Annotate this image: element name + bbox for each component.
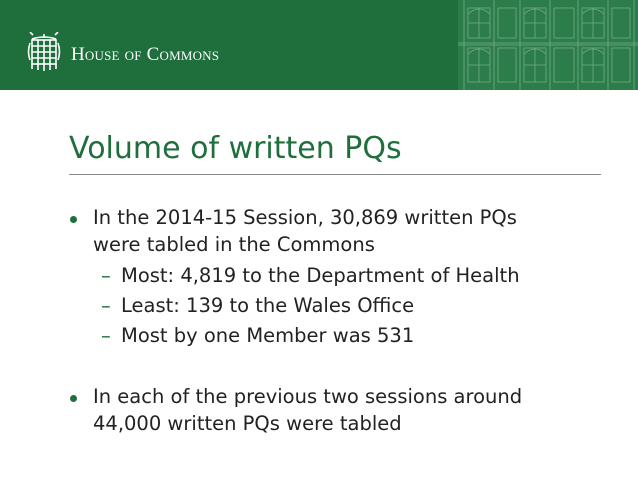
bullet-dot-icon: [70, 216, 77, 223]
dash-icon: –: [101, 324, 111, 347]
sub-bullet-text: Most by one Member was 531: [121, 324, 415, 347]
dash-icon: –: [101, 264, 111, 287]
bullet-dot-icon: [70, 395, 77, 402]
sub-bullet-text: Least: 139 to the Wales Office: [121, 294, 415, 317]
sub-bullet-text: Most: 4,819 to the Department of Health: [121, 264, 520, 287]
dash-icon: –: [101, 294, 111, 317]
bullet-text-line: In each of the previous two sessions around: [93, 385, 523, 408]
bullet-text-line: 44,000 written PQs were tabled: [93, 412, 402, 435]
brand-wordmark: HOUSE OF COMMONS: [71, 44, 220, 65]
slide-title: Volume of written PQs: [69, 131, 402, 166]
bullet-text-line: In the 2014-15 Session, 30,869 written PQs: [93, 206, 517, 229]
bullet-text-line: were tabled in the Commons: [93, 233, 375, 256]
